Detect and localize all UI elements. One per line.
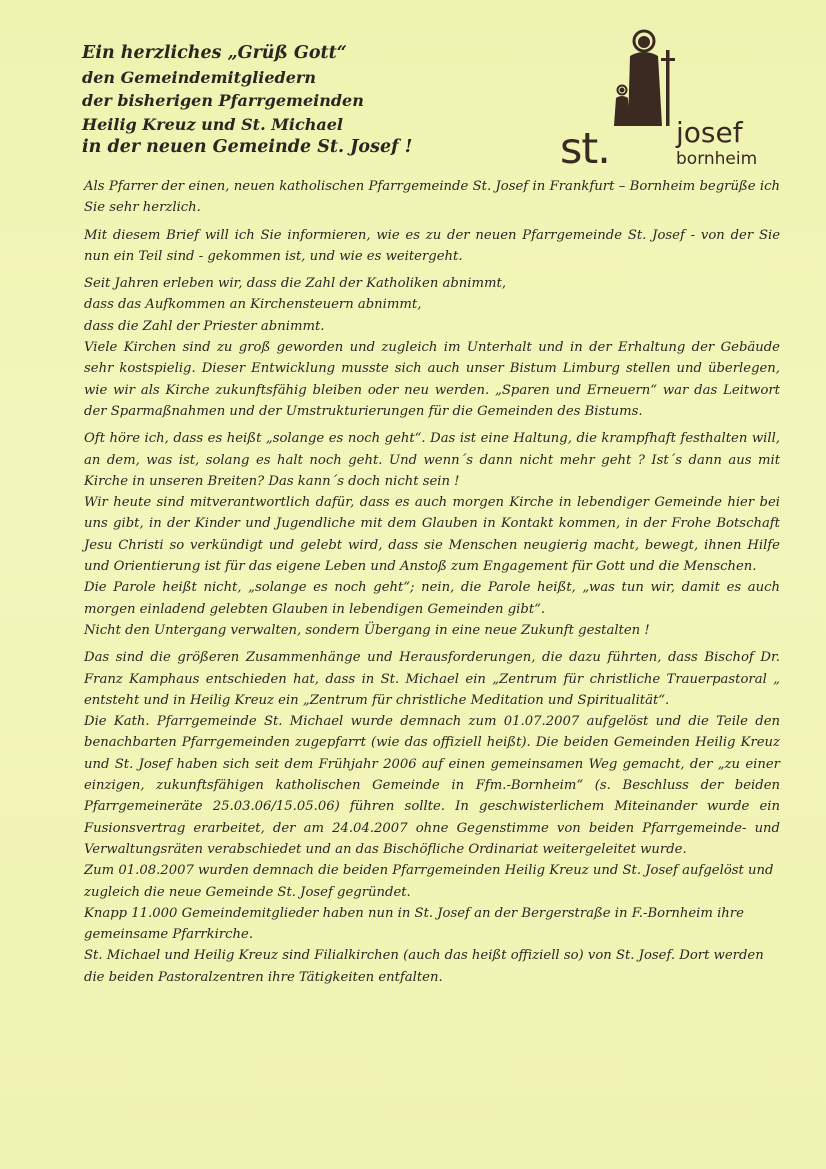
saint-joseph-with-child-icon <box>606 28 696 128</box>
greeting-line: der bisherigen Pfarrgemeinden <box>82 91 364 110</box>
paragraph: St. Michael und Heilig Kreuz sind Filialkirchen (auch das heißt offiziell so) von St. Josef. Dort werden die beiden Pastoralzentren ihre Tätigkeiten entfalten. <box>84 948 764 985</box>
greeting-line: in der neuen Gemeinde St. Josef ! <box>82 137 413 157</box>
greeting-header <box>82 42 542 160</box>
paragraph: Nicht den Untergang verwalten, sondern Übergang in eine neue Zukunft gestalten ! <box>84 622 650 638</box>
parish-logo <box>556 28 766 174</box>
paragraph: Mit diesem Brief will ich Sie informieren, wie es zu der neuen Pfarrgemeinde St. Josef - von der Sie nun ein Teil sind - gekommen ist, und wie es weitergeht. <box>84 227 780 264</box>
paragraph: Knapp 11.000 Gemeindemitglieder haben nun in St. Josef an der Bergerstraße in F.-Bornheim ihre gemeinsame Pfarrkirche. <box>84 905 744 943</box>
logo-bornheim: bornheim <box>676 149 758 169</box>
logo-st: st. <box>560 124 610 174</box>
greeting-line: den Gemeindemitgliedern <box>82 67 316 87</box>
paragraph: Viele Kirchen sind zu groß geworden und zugleich im Unterhalt und in der Erhaltung der Gebäude sehr kostspielig. Dieser Entwicklung musste sich auch unser Bistum Limburg stellen und überlegen, wie wir als Kirche zukunftsfähig bleiben oder neu werden. „Sparen und Erneuern“ war das Leitwort der Sparmaßnahmen und der Umstrukturierungen für die Gemeinden des Bistums. <box>84 340 780 419</box>
paragraph: Die Kath. Pfarrgemeinde St. Michael wurde demnach zum 01.07.2007 aufgelöst und die Teile den benachbarten Pfarrgemeinden zugepfarrt (wie das offiziell heißt). Die beiden Gemeinden Heilig Kreuz und St. Josef haben sich seit dem Frühjahr 2006 auf einen gemeinsamen Weg gemacht, der „zu einer einzigen, zukunftsfähigen katholischen Gemeinde in Ffm.-Bornheim“ (s. Beschluss der beiden Pfarrgemeineräte 25.03.06/15.05.06) führen sollte. In geschwisterlichem Miteinander wurde ein Fusionsvertrag erarbeitet, der am 24.04.2007 ohne Gegenstimme von beiden Pfarrgemeinde- und Verwaltungsräten verabschiedet und an das Bischöfliche Ordinariat weitergeleitet wurde. <box>84 714 780 857</box>
paragraph: Das sind die größeren Zusammenhänge und Herausforderungen, die dazu führten, dass Bischof Dr. Franz Kamphaus entschieden hat, dass in St. Michael ein „Zentrum für christliche Trauerpastoral „ entsteht und in Heilig Kreuz ein „Zentrum für christliche Meditation und Spiritualität“. <box>84 650 780 708</box>
paragraph: dass die Zahl der Priester abnimmt. <box>84 318 325 334</box>
paragraph: Die Parole heißt nicht, „solange es noch geht“; nein, die Parole heißt, „was tun wir, damit es auch morgen einladend gelebten Glauben in lebendigen Gemeinden gibt“. <box>84 580 780 617</box>
paragraph: dass das Aufkommen an Kirchensteuern abnimmt, <box>84 297 422 313</box>
logo-josef: josef <box>676 116 743 149</box>
letter-body <box>84 176 780 988</box>
paragraph: Seit Jahren erleben wir, dass die Zahl der Katholiken abnimmt, <box>84 276 507 292</box>
greeting-line: Heilig Kreuz und St. Michael <box>82 114 343 134</box>
paragraph: Oft höre ich, dass es heißt „solange es noch geht“. Das ist eine Haltung, die krampfhaft festhalten will, an dem, was ist, solang es halt noch geht. Und wenn´s dann nicht mehr geht ? Ist´s dann aus mit Kirche in unseren Breiten? Das kann´s doch nicht sein ! <box>84 431 780 489</box>
paragraph: Wir heute sind mitverantwortlich dafür, dass es auch morgen Kirche in lebendiger Gemeinde hier bei uns gibt, in der Kinder und Jugendliche mit dem Glauben in Kontakt kommen, in der Frohe Botschaft Jesu Christi so verkündigt und gelebt wird, dass sie Menschen neugierig macht, bewegt, ihnen Hilfe und Orientierung ist für das eigene Leben und Anstoß zum Engagement für Gott und die Menschen. <box>84 495 780 575</box>
greeting-line: Ein herzliches „Grüß Gott“ <box>82 43 347 63</box>
paragraph: Als Pfarrer der einen, neuen katholischen Pfarrgemeinde St. Josef in Frankfurt – Bornheim begrüße ich Sie sehr herzlich. <box>84 179 780 216</box>
paragraph: Zum 01.08.2007 wurden demnach die beiden Pfarrgemeinden Heilig Kreuz und St. Josef aufgelöst und zugleich die neue Gemeinde St. Josef gegründet. <box>84 863 774 900</box>
